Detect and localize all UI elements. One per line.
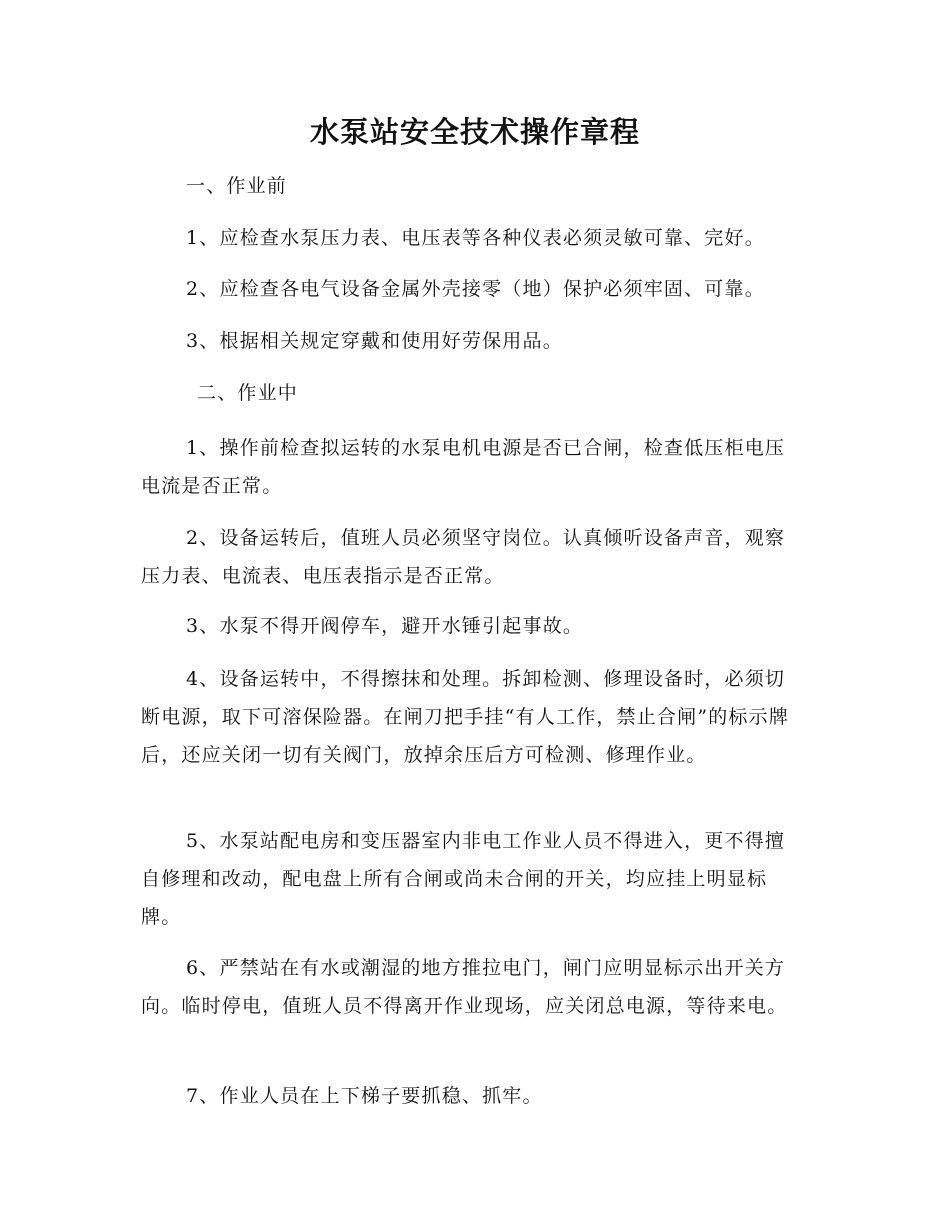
paragraph-during-7: 7、作业人员在上下梯子要抓稳、抓牢。 [186,1085,543,1107]
document-title: 水泵站安全技术操作章程 [309,115,640,149]
paragraph-before-2: 2、应检查各电气设备金属外壳接零（地）保护必须牢固、可靠。 [186,278,765,300]
paragraph-during-5: 5、水泵站配电房和变压器室内非电工作业人员不得进入，更不得擅自修理和改动，配电盘上所有合闸或尚未合闸的开关，均应挂上明显标牌。 [141,830,786,928]
paragraph-during-3: 3、水泵不得开阀停车，避开水锤引起事故。 [186,615,584,637]
section-heading-during-work: 二、作业中 [197,382,299,404]
paragraph-during-6: 6、严禁站在有水或潮湿的地方推拉电门，闸门应明显标示出开关方向。临时停电，值班人员不得离开作业现场，应关闭总电源，等待来电。 [141,957,788,1017]
paragraph-before-3: 3、根据相关规定穿戴和使用好劳保用品。 [186,330,563,352]
paragraph-during-1: 1、操作前检查拟运转的水泵电机电源是否已合闸，检查低压柜电压电流是否正常。 [141,437,786,497]
paragraph-during-4: 4、设备运转中，不得擦抹和处理。拆卸检测、修理设备时，必须切断电源，取下可溶保险器。在闸刀把手挂“有人工作，禁止合闸”的标示牌后，还应关闭一切有关阀门，放掉余压后方可检测、修理作业。 [141,668,790,766]
paragraph-during-2: 2、设备运转后，值班人员必须坚守岗位。认真倾听设备声音，观察压力表、电流表、电压表指示是否正常。 [141,527,786,587]
section-heading-before-work: 一、作业前 [186,175,288,197]
paragraph-before-1: 1、应检查水泵压力表、电压表等各种仪表必须灵敏可靠、完好。 [186,227,765,249]
